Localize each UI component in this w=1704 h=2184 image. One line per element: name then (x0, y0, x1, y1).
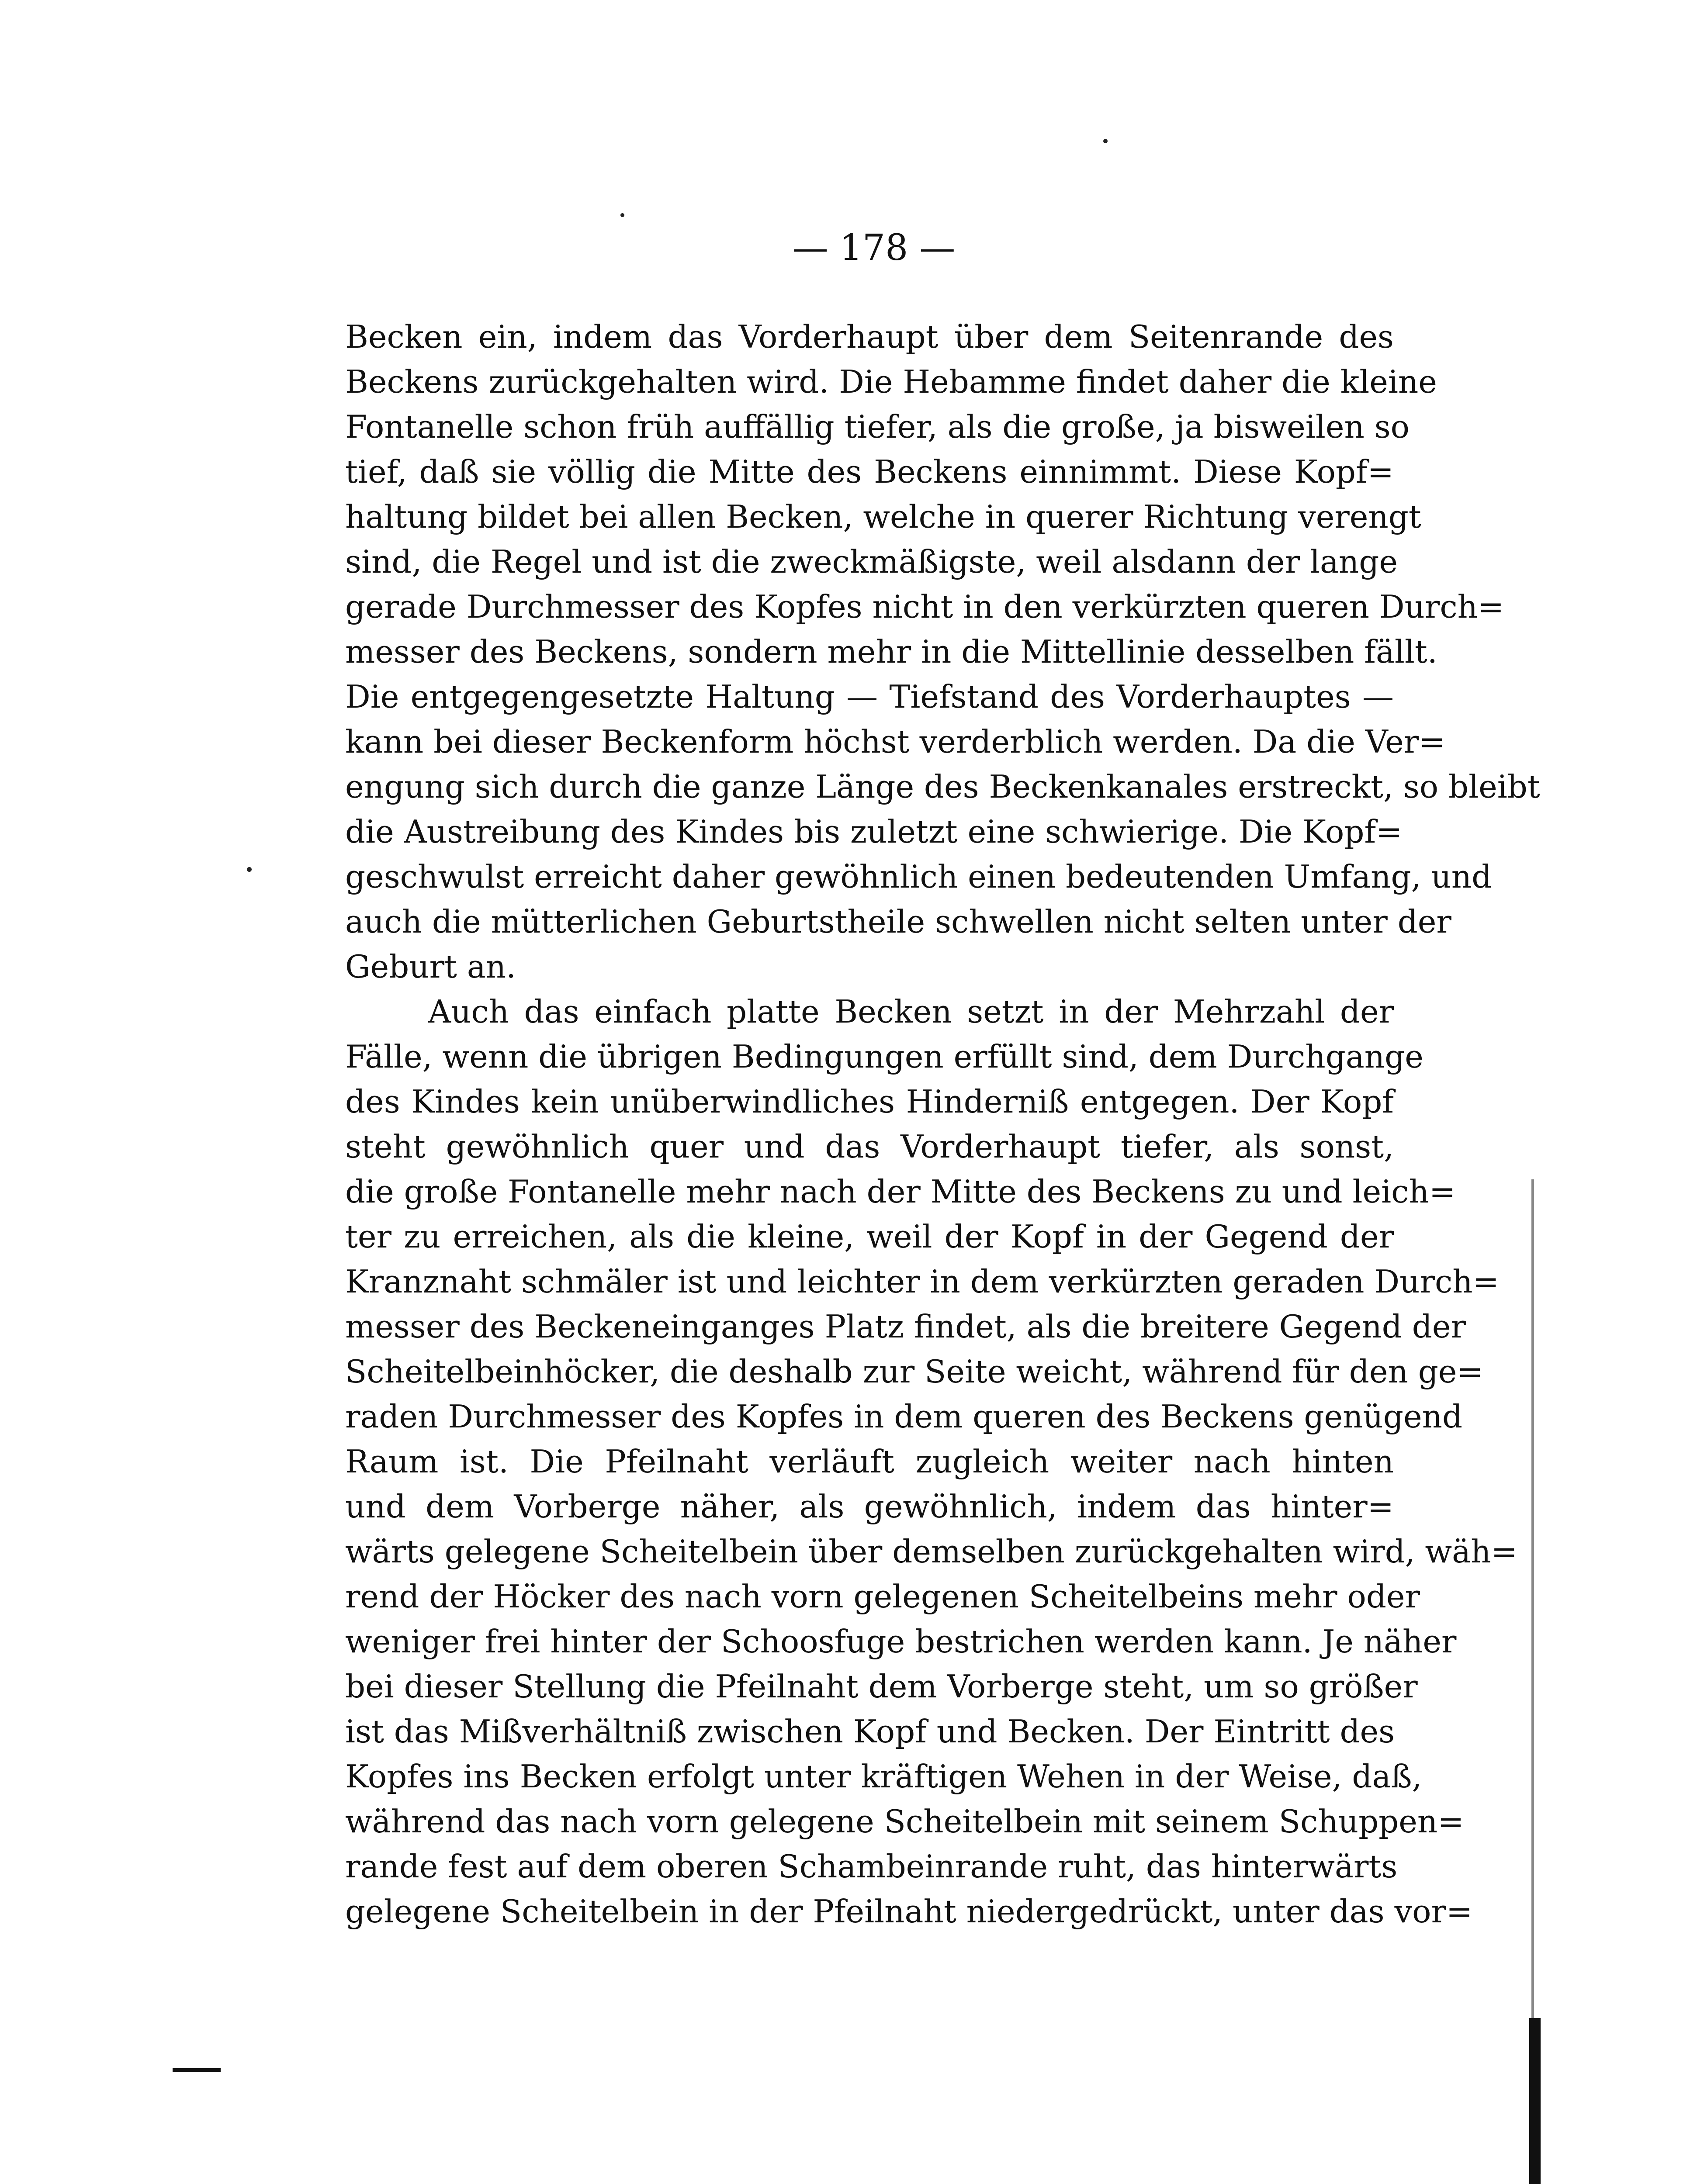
binding-edge-shadow (1529, 2018, 1541, 2184)
page-number: — 178 — (792, 227, 956, 269)
text-line: bei dieser Stellung die Pfeilnaht dem Vorberge steht, um so größer (345, 1668, 1418, 1705)
text-line: kann bei dieser Beckenform höchst verderblich werden. Da die Ver= (345, 723, 1445, 760)
text-line: ist das Mißverhältniß zwischen Kopf und Becken. Der Eintritt des (345, 1713, 1395, 1750)
text-line: messer des Beckens, sondern mehr in die Mittellinie desselben fällt. (345, 633, 1437, 670)
text-line: Die entgegengesetzte Haltung — Tiefstand des Vorderhauptes — (345, 678, 1394, 715)
binding-edge-line (1531, 1179, 1534, 2075)
body-text (345, 314, 1540, 1934)
text-line: Kopfes ins Becken erfolgt unter kräftigen Wehen in der Weise, daß, (345, 1758, 1422, 1795)
text-line: Fälle, wenn die übrigen Bedingungen erfüllt sind, dem Durchgange (345, 1038, 1423, 1075)
text-line: raden Durchmesser des Kopfes in dem queren des Beckens genügend (345, 1398, 1463, 1435)
text-line: Becken ein, indem das Vorderhaupt über dem Seitenrande des (345, 318, 1394, 355)
text-line: die Austreibung des Kindes bis zuletzt eine schwierige. Die Kopf= (345, 813, 1403, 850)
text-line: des Kindes kein unüberwindliches Hinderniß entgegen. Der Kopf (345, 1083, 1394, 1120)
text-line: Fontanelle schon früh auffällig tiefer, als die große, ja bisweilen so (345, 408, 1410, 445)
text-line: während das nach vorn gelegene Scheitelbein mit seinem Schuppen= (345, 1803, 1464, 1840)
scan-speck (247, 867, 252, 872)
text-line: geschwulst erreicht daher gewöhnlich einen bedeutenden Umfang, und (345, 858, 1492, 895)
text-line: Auch das einfach platte Becken setzt in der Mehrzahl der (428, 993, 1394, 1030)
text-line: Beckens zurückgehalten wird. Die Hebamme findet daher die kleine (345, 363, 1437, 400)
text-line: Kranznaht schmäler ist und leichter in dem verkürzten geraden Durch= (345, 1263, 1499, 1300)
text-line: wärts gelegene Scheitelbein über demselben zurückgehalten wird, wäh= (345, 1533, 1517, 1570)
text-line: auch die mütterlichen Geburtstheile schwellen nicht selten unter der (345, 903, 1451, 940)
text-line: rend der Höcker des nach vorn gelegenen Scheitelbeins mehr oder (345, 1578, 1420, 1615)
text-line: tief, daß sie völlig die Mitte des Beckens einnimmt. Diese Kopf= (345, 453, 1394, 490)
text-line: gerade Durchmesser des Kopfes nicht in den verkürzten queren Durch= (345, 588, 1504, 625)
text-line: gelegene Scheitelbein in der Pfeilnaht niedergedrückt, unter das vor= (345, 1893, 1473, 1930)
text-line: engung sich durch die ganze Länge des Beckenkanales erstreckt, so bleibt (345, 768, 1540, 805)
text-line: steht gewöhnlich quer und das Vorderhaupt tiefer, als sonst, (345, 1128, 1394, 1165)
text-line: und dem Vorberge näher, als gewöhnlich, indem das hinter= (345, 1488, 1394, 1525)
scan-speck (1103, 139, 1108, 143)
text-line: Scheitelbeinhöcker, die deshalb zur Seite weicht, während für den ge= (345, 1353, 1483, 1390)
text-line: haltung bildet bei allen Becken, welche in querer Richtung verengt (345, 498, 1421, 535)
text-line: messer des Beckeneinganges Platz findet, als die breitere Gegend der (345, 1308, 1466, 1345)
text-line: Geburt an. (345, 948, 516, 985)
margin-dash-mark (173, 2068, 221, 2072)
text-line: weniger frei hinter der Schoosfuge bestrichen werden kann. Je näher (345, 1623, 1457, 1660)
text-line: die große Fontanelle mehr nach der Mitte des Beckens zu und leich= (345, 1173, 1456, 1210)
scan-speck (620, 213, 624, 217)
text-line: sind, die Regel und ist die zweckmäßigste, weil alsdann der lange (345, 543, 1398, 580)
text-line: Raum ist. Die Pfeilnaht verläuft zugleich weiter nach hinten (345, 1443, 1394, 1480)
text-line: ter zu erreichen, als die kleine, weil der Kopf in der Gegend der (345, 1218, 1394, 1255)
text-line: rande fest auf dem oberen Schambeinrande ruht, das hinterwärts (345, 1848, 1398, 1885)
